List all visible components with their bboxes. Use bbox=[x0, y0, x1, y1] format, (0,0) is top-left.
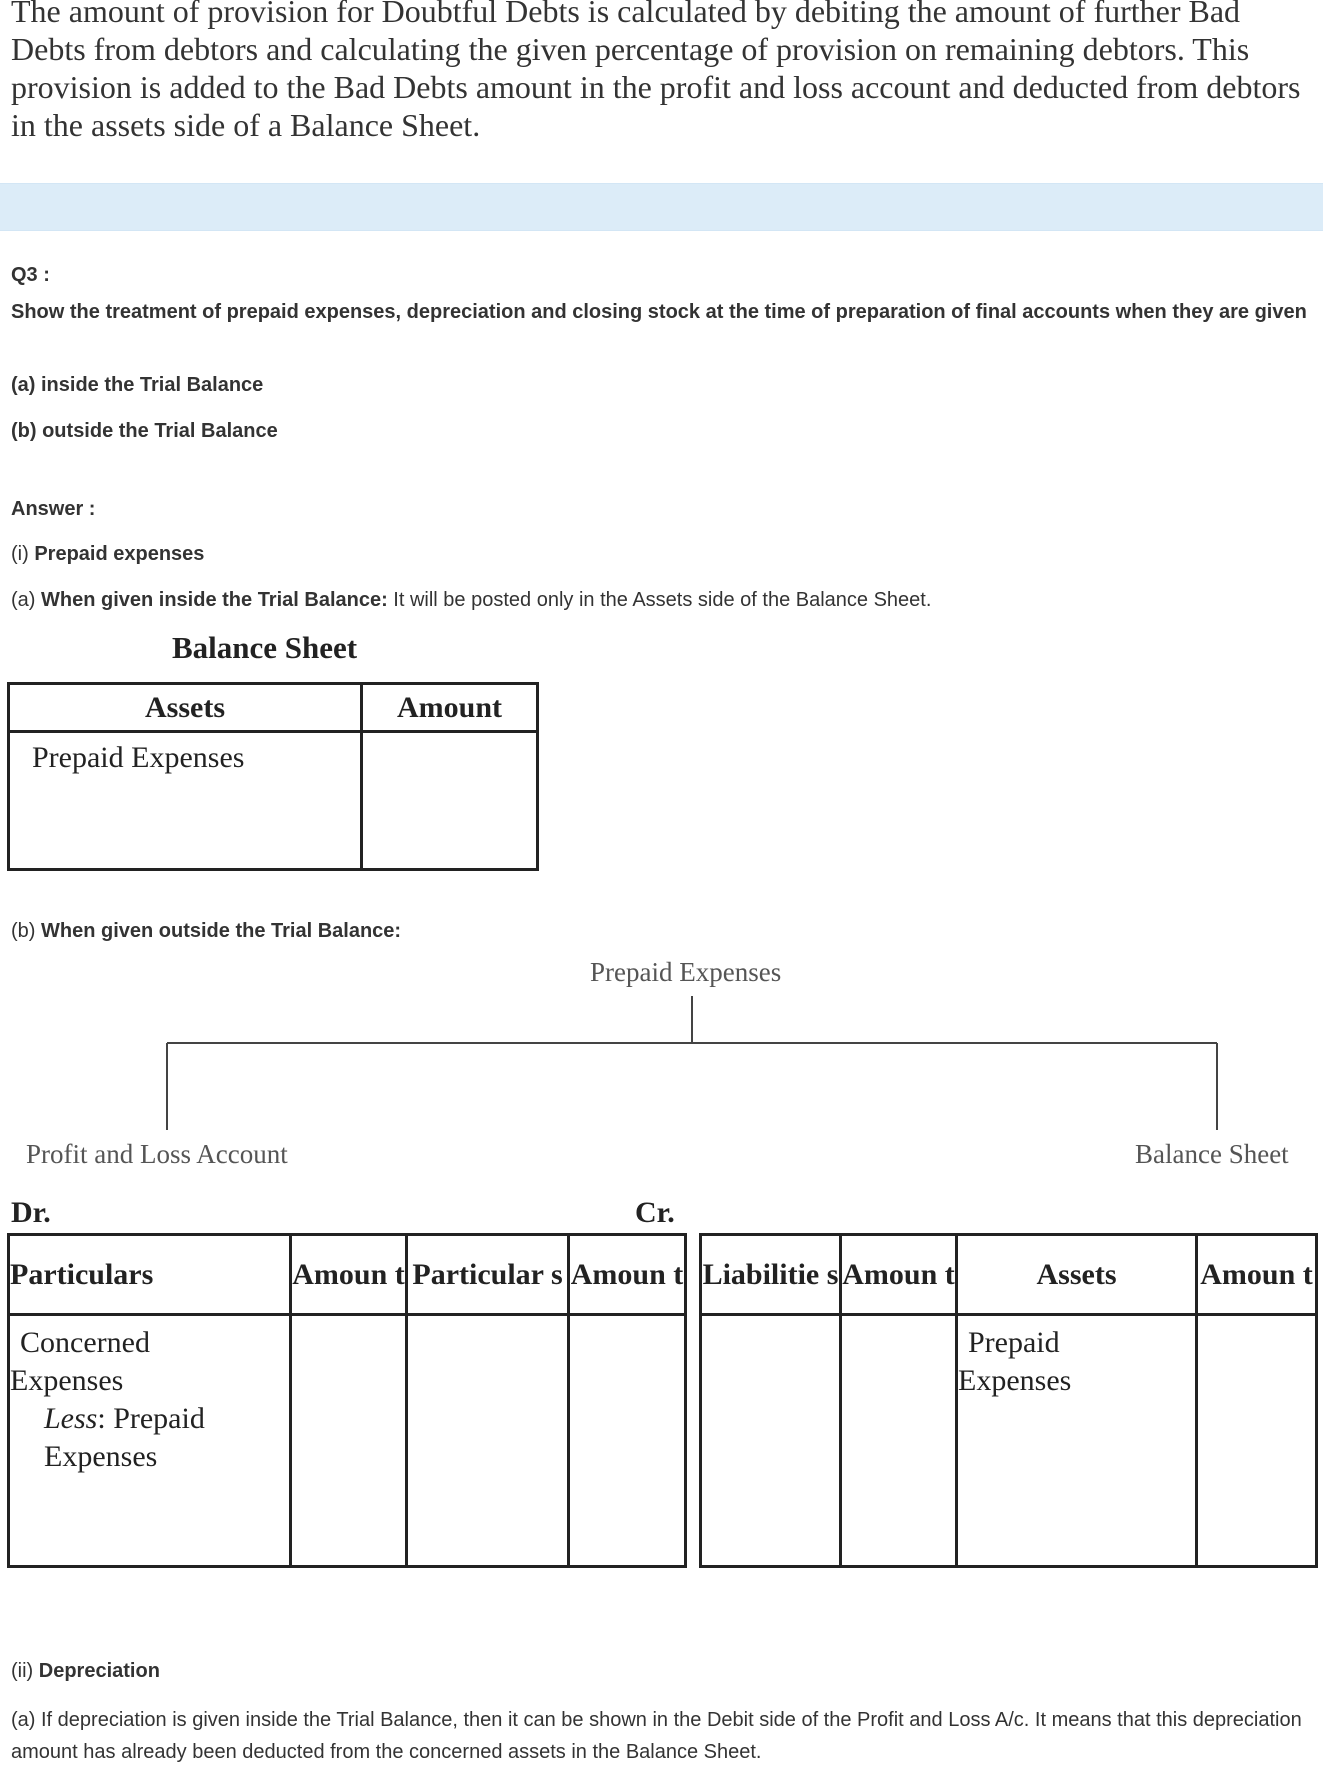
pl-header-amount-2: Amoun t bbox=[569, 1235, 686, 1315]
depreciation-a-text: (a) If depreciation is given inside the Trial Balance, then it can be shown in the Debit side of the Profit and Loss A/c. It means that this depreciation amount has already been deducted from the concerned assets in the Balance Sheet. bbox=[11, 1709, 1302, 1763]
pl-row-line-4: Expenses bbox=[44, 1440, 158, 1473]
pl-header-amount-1: Amoun t bbox=[291, 1235, 407, 1315]
answer-a-bold: When given inside the Trial Balance: bbox=[41, 589, 388, 611]
tree-right-label: Balance Sheet bbox=[1135, 1139, 1289, 1169]
cr-label: Cr. bbox=[635, 1196, 675, 1229]
bs2-row-amount-2 bbox=[1197, 1315, 1317, 1567]
bs2-header-amount-1: Amoun t bbox=[841, 1235, 957, 1315]
intro-paragraph: The amount of provision for Doubtful Debts is calculated by debiting the amount of further Bad Debts from debtors and calculating the given percentage of provision on remaining debtors. This provision is added to the Bad Debts amount in the profit and loss account and deducted from debtors in the assets side of a Balance Sheet. bbox=[11, 0, 1301, 143]
bs2-row-line-1: Prepaid bbox=[968, 1326, 1060, 1359]
answer-item-2-prefix: (ii) bbox=[11, 1660, 39, 1682]
question-part-a: (a) inside the Trial Balance bbox=[11, 374, 264, 396]
tree-left-label: Profit and Loss Account bbox=[26, 1139, 288, 1169]
answer-a-prefix: (a) bbox=[11, 589, 41, 611]
pl-row-line-2: Expenses bbox=[10, 1364, 124, 1397]
question-number: Q3 : bbox=[11, 264, 50, 286]
pl-header-particulars: Particulars bbox=[9, 1235, 291, 1315]
bs2-header-amount-2: Amoun t bbox=[1197, 1235, 1317, 1315]
answer-item-1-title: Prepaid expenses bbox=[34, 543, 205, 565]
bs-header-assets: Assets bbox=[9, 684, 362, 732]
balance-sheet-2-table bbox=[699, 1233, 1318, 1568]
question-text: Show the treatment of prepaid expenses, depreciation and closing stock at the time of preparation of final accounts when they are given bbox=[11, 301, 1307, 323]
bs2-row-amount-1 bbox=[841, 1315, 957, 1567]
dr-label: Dr. bbox=[11, 1196, 51, 1229]
tree-root-label: Prepaid Expenses bbox=[590, 957, 782, 987]
pl-header-particulars-2: Particular s bbox=[407, 1235, 569, 1315]
answer-item-1-prefix: (i) bbox=[11, 543, 35, 565]
pl-account-table bbox=[7, 1233, 687, 1568]
question-part-b: (b) outside the Trial Balance bbox=[11, 420, 278, 442]
pl-row-amount-2 bbox=[569, 1315, 686, 1567]
bs-header-amount: Amount bbox=[362, 684, 538, 732]
answer-a-text: It will be posted only in the Assets side of the Balance Sheet. bbox=[387, 589, 932, 611]
bs-row-assets: Prepaid Expenses bbox=[9, 732, 362, 870]
pl-row-line-3: : Prepaid bbox=[97, 1402, 205, 1435]
pl-row-less-line bbox=[10, 1400, 289, 1438]
pl-row-particulars-2 bbox=[407, 1315, 569, 1567]
pl-row-less-word: Less bbox=[44, 1402, 98, 1435]
answer-label: Answer : bbox=[11, 498, 96, 520]
pl-row-amount-1 bbox=[291, 1315, 407, 1567]
bs2-header-assets: Assets bbox=[957, 1235, 1197, 1315]
pl-row-particulars bbox=[9, 1315, 291, 1567]
bs2-header-liabilities: Liabilitie s bbox=[701, 1235, 841, 1315]
pl-row-line-1: Concerned bbox=[20, 1326, 150, 1359]
bs2-row-line-2: Expenses bbox=[958, 1364, 1072, 1397]
answer-item-2-title: Depreciation bbox=[38, 1660, 160, 1682]
balance-sheet-title: Balance Sheet bbox=[172, 630, 358, 665]
answer-b-bold: When given outside the Trial Balance: bbox=[41, 920, 402, 942]
answer-item-2 bbox=[11, 1659, 160, 1683]
bs2-row-assets bbox=[957, 1315, 1197, 1567]
bs2-row-liabilities bbox=[701, 1315, 841, 1567]
answer-b-prefix: (b) bbox=[11, 920, 41, 942]
